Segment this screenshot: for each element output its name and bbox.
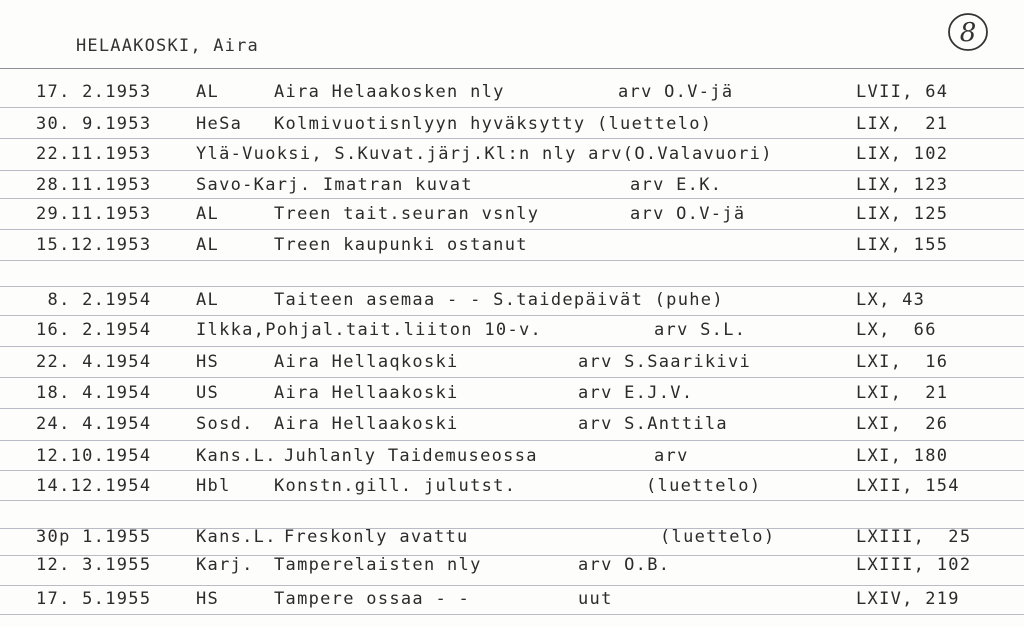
entry-date: 16. 2.1954	[36, 320, 152, 340]
entry-title: Aira Hellaqkoski	[274, 352, 459, 372]
entry-reference: LXII, 154	[856, 476, 960, 496]
card-number: 8	[959, 18, 977, 48]
entry-source: Ilkka,Pohjal.tait.liiton 10-v.	[196, 320, 543, 340]
entry-date: 18. 4.1954	[36, 383, 152, 403]
entry-row	[0, 383, 1024, 413]
entry-source: AL	[196, 290, 220, 310]
entry-row	[0, 114, 1024, 144]
entry-date: 17. 2.1953	[36, 82, 152, 102]
entry-title: Aira Helaakosken nly	[274, 82, 505, 102]
entry-source: HeSa	[196, 114, 243, 134]
entry-source: Hbl	[196, 476, 231, 496]
entry-row	[0, 476, 1024, 506]
entry-row	[0, 555, 1024, 585]
entry-reference: LXIII, 102	[856, 555, 972, 575]
entry-date: 15.12.1953	[36, 235, 152, 255]
ruled-line	[0, 585, 1024, 586]
entry-title: Aira Hellaakoski	[274, 414, 459, 434]
entry-reviewer: arv S.Saarikivi	[578, 352, 752, 372]
entry-source: HS	[196, 589, 220, 609]
entry-reference: LXI, 16	[856, 352, 949, 372]
entry-title: Freskonly avattu	[284, 527, 469, 547]
entry-date: 22.11.1953	[36, 144, 152, 164]
entry-row	[0, 589, 1024, 619]
entry-date: 22. 4.1954	[36, 352, 152, 372]
entry-date: 30p 1.1955	[36, 527, 152, 547]
entry-title: Aira Hellaakoski	[274, 383, 459, 403]
entry-row	[0, 527, 1024, 557]
entry-reference: LX, 66	[856, 320, 937, 340]
header-rule	[0, 68, 1024, 69]
entry-title: Tamperelaisten nly	[274, 555, 482, 575]
entry-source: Kans.L.	[196, 527, 277, 547]
entry-date: 12.10.1954	[36, 446, 152, 466]
entry-reference: LIX, 125	[856, 204, 949, 224]
entry-title: Treen tait.seuran vsnly	[274, 204, 540, 224]
entry-reference: LX, 43	[856, 290, 926, 310]
entry-source: Ylä-Vuoksi, S.Kuvat.järj.Kl:n nly arv(O.Valavuori)	[196, 144, 773, 164]
entry-title: Juhlanly Taidemuseossa	[284, 446, 538, 466]
entry-row	[0, 82, 1024, 112]
entry-reviewer: uut	[578, 589, 613, 609]
entry-date: 14.12.1954	[36, 476, 152, 496]
card-number-stamp	[946, 10, 990, 54]
entry-source: Kans.L.	[196, 446, 277, 466]
entry-reviewer: arv E.K.	[630, 175, 723, 195]
entry-reference: LIX, 102	[856, 144, 949, 164]
entry-title: Taiteen asemaa - - S.taidepäivät (puhe)	[274, 290, 724, 310]
entry-row	[0, 446, 1024, 476]
entry-row	[0, 290, 1024, 320]
entry-reference: LVII, 64	[856, 82, 949, 102]
entry-row	[0, 320, 1024, 350]
entry-title: Treen kaupunki ostanut	[274, 235, 528, 255]
entry-reference: LXIV, 219	[856, 589, 960, 609]
entry-reviewer: (luettelo)	[660, 527, 776, 547]
entry-row	[0, 204, 1024, 234]
entry-source: AL	[196, 82, 220, 102]
entry-source: Sosd.	[196, 414, 254, 434]
entry-date: 28.11.1953	[36, 175, 152, 195]
entry-source: AL	[196, 235, 220, 255]
entry-source: US	[196, 383, 220, 403]
entry-reviewer: arv E.J.V.	[578, 383, 694, 403]
entry-reference: LIX, 123	[856, 175, 949, 195]
entry-row	[0, 144, 1024, 174]
entry-title: Tampere ossaa - -	[274, 589, 471, 609]
entry-reviewer: arv S.L.	[654, 320, 747, 340]
entry-reviewer: arv O.B.	[578, 555, 671, 575]
entry-date: 8. 2.1954	[36, 290, 152, 310]
card-heading: HELAAKOSKI, Aira	[76, 36, 259, 56]
entry-reference: LIX, 155	[856, 235, 949, 255]
entry-row	[0, 414, 1024, 444]
entry-reviewer: arv O.V-jä	[630, 204, 746, 224]
entry-reviewer: (luettelo)	[646, 476, 762, 496]
entry-reviewer: arv O.V-jä	[618, 82, 734, 102]
entry-date: 17. 5.1955	[36, 589, 152, 609]
entry-reference: LXI, 180	[856, 446, 949, 466]
entry-date: 24. 4.1954	[36, 414, 152, 434]
entry-date: 30. 9.1953	[36, 114, 152, 134]
ruled-line	[0, 286, 1024, 287]
entry-title: Konstn.gill. julutst.	[274, 476, 517, 496]
entry-source: HS	[196, 352, 220, 372]
entry-date: 12. 3.1955	[36, 555, 152, 575]
entry-date: 29.11.1953	[36, 204, 152, 224]
entry-reviewer: arv	[654, 446, 689, 466]
entry-row	[0, 352, 1024, 382]
entry-reference: LXIII, 25	[856, 527, 972, 547]
entry-reference: LXI, 21	[856, 383, 949, 403]
entry-row	[0, 235, 1024, 265]
entry-source: Karj.	[196, 555, 254, 575]
entry-title: Kolmivuotisnlyyn hyväksytty (luettelo)	[274, 114, 713, 134]
entry-reference: LIX, 21	[856, 114, 949, 134]
entry-reference: LXI, 26	[856, 414, 949, 434]
entry-source: Savo-Karj. Imatran kuvat	[196, 175, 473, 195]
entry-row	[0, 175, 1024, 205]
entry-reviewer: arv S.Anttila	[578, 414, 728, 434]
entry-source: AL	[196, 204, 220, 224]
